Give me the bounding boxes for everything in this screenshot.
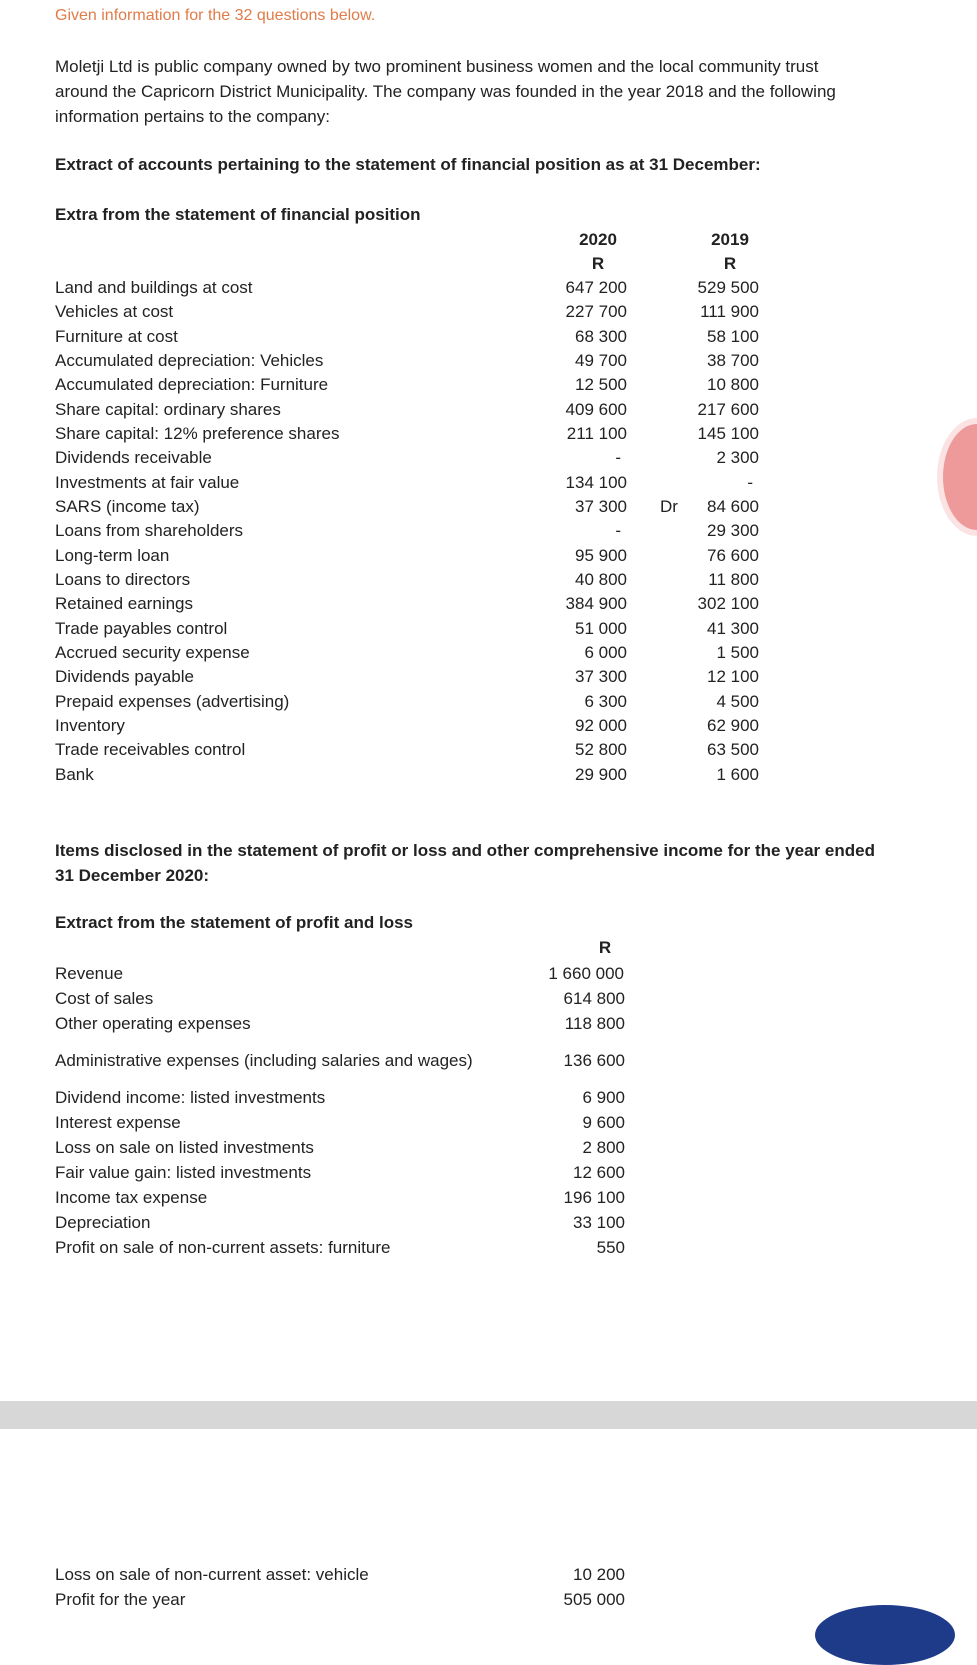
row-label: Loans to directors xyxy=(55,570,191,589)
year-2020-header: 2020 xyxy=(579,230,617,249)
value-2020: 211 100 xyxy=(566,424,627,443)
value-2019: 38 700 xyxy=(707,351,759,370)
currency-2019-header: R xyxy=(723,254,737,273)
row-value: 2 800 xyxy=(582,1138,625,1157)
row-label: Land and buildings at cost xyxy=(55,278,253,297)
row-value: 33 100 xyxy=(573,1213,625,1232)
row-label: Dividends payable xyxy=(55,667,194,686)
row-label: Revenue xyxy=(55,964,124,983)
value-2019: 76 600 xyxy=(707,546,759,565)
row-label: Share capital: 12% preference shares xyxy=(55,424,340,443)
row-value: 136 600 xyxy=(563,1051,625,1070)
value-2020: 134 100 xyxy=(565,473,627,492)
row-label: Income tax expense xyxy=(55,1188,208,1207)
row-value: 10 200 xyxy=(573,1565,625,1584)
value-2019: 1 500 xyxy=(716,643,759,662)
row-label: Prepaid expenses (advertising) xyxy=(55,692,290,711)
row-label: Share capital: ordinary shares xyxy=(55,400,281,419)
value-2020: 227 700 xyxy=(565,302,627,321)
value-2020: 52 800 xyxy=(575,740,627,759)
value-2019: 4 500 xyxy=(716,692,759,711)
currency-2020-header: R xyxy=(591,254,605,273)
value-2019: 302 100 xyxy=(697,594,759,613)
row-value: 6 900 xyxy=(582,1088,625,1107)
value-2020: - xyxy=(615,448,621,467)
sofp-subheading: Extra from the statement of financial position xyxy=(55,205,421,224)
row-label: SARS (income tax) xyxy=(55,497,200,516)
row-label: Dividends receivable xyxy=(55,448,212,467)
debit-marker: Dr xyxy=(660,497,678,516)
row-value: 505 000 xyxy=(563,1590,625,1609)
value-2019: 12 100 xyxy=(707,667,759,686)
row-label: Profit on sale of non-current assets: furniture xyxy=(55,1238,391,1257)
value-2019: 11 800 xyxy=(708,570,759,589)
value-2019: - xyxy=(747,473,753,492)
row-label: Furniture at cost xyxy=(55,327,178,346)
row-label: Long-term loan xyxy=(55,546,170,565)
value-2019: 41 300 xyxy=(707,619,759,638)
pl-heading: Items disclosed in the statement of profit or loss and other comprehensive income for the year ended 31 December 2020: xyxy=(55,841,875,885)
row-value: 614 800 xyxy=(563,989,625,1008)
pl-currency-header: R xyxy=(598,938,612,957)
row-value: 118 800 xyxy=(564,1014,625,1033)
value-2019: 1 600 xyxy=(716,765,759,784)
value-2019: 63 500 xyxy=(707,740,759,759)
year-2019-header: 2019 xyxy=(711,230,749,249)
value-2020: 68 300 xyxy=(575,327,627,346)
floating-badge-icon[interactable] xyxy=(937,418,977,536)
intro-label: Given information for the 32 questions below. xyxy=(55,7,376,24)
value-2019: 217 600 xyxy=(697,400,759,419)
floating-action-button[interactable] xyxy=(815,1605,955,1665)
row-label: Accumulated depreciation: Furniture xyxy=(55,375,329,394)
value-2019: 58 100 xyxy=(707,327,759,346)
row-label: Fair value gain: listed investments xyxy=(55,1163,312,1182)
row-label: Cost of sales xyxy=(55,989,154,1008)
value-2019: 529 500 xyxy=(697,278,759,297)
value-2020: 49 700 xyxy=(575,351,627,370)
row-value: 550 xyxy=(596,1238,625,1257)
row-label: Retained earnings xyxy=(55,594,193,613)
row-value: 196 100 xyxy=(563,1188,625,1207)
row-label: Depreciation xyxy=(55,1213,151,1232)
row-label: Trade payables control xyxy=(55,619,228,638)
value-2020: 37 300 xyxy=(575,497,627,516)
value-2020: 409 600 xyxy=(565,400,627,419)
intro-paragraph: Moletji Ltd is public company owned by two prominent business women and the local community trust around the Capricorn District Municipality. The company was founded in the year 2018 and the following information pertains to the company: xyxy=(55,57,836,126)
value-2020: 12 500 xyxy=(575,375,627,394)
value-2020: 6 300 xyxy=(584,692,627,711)
row-label: Other operating expenses xyxy=(55,1014,251,1033)
sofp-heading: Extract of accounts pertaining to the statement of financial position as at 31 December: xyxy=(55,155,761,174)
value-2020: 95 900 xyxy=(575,546,627,565)
row-label: Accumulated depreciation: Vehicles xyxy=(55,351,324,370)
row-value: 1 660 000 xyxy=(548,964,624,983)
row-value: 12 600 xyxy=(573,1163,625,1182)
pl-subheading: Extract from the statement of profit and loss xyxy=(55,913,413,932)
value-2019: 10 800 xyxy=(707,375,759,394)
row-label: Accrued security expense xyxy=(55,643,250,662)
row-label: Vehicles at cost xyxy=(55,302,174,321)
value-2019: 111 900 xyxy=(700,302,759,321)
row-value: 9 600 xyxy=(582,1113,625,1132)
row-label: Loss on sale on listed investments xyxy=(55,1138,314,1157)
row-label: Loans from shareholders xyxy=(55,521,244,540)
row-label: Trade receivables control xyxy=(55,740,246,759)
row-label: Investments at fair value xyxy=(55,473,240,492)
value-2020: 647 200 xyxy=(565,278,627,297)
value-2020: 6 000 xyxy=(584,643,627,662)
value-2019: 145 100 xyxy=(697,424,759,443)
value-2020: 384 900 xyxy=(565,594,627,613)
value-2019: 62 900 xyxy=(707,716,759,735)
value-2020: 29 900 xyxy=(575,765,627,784)
row-label: Dividend income: listed investments xyxy=(55,1088,326,1107)
row-label: Profit for the year xyxy=(55,1590,186,1609)
value-2020: 92 000 xyxy=(575,716,627,735)
page-divider xyxy=(0,1401,977,1429)
value-2019: 29 300 xyxy=(707,521,759,540)
value-2020: 40 800 xyxy=(575,570,627,589)
value-2019: 84 600 xyxy=(707,497,759,516)
value-2020: - xyxy=(615,521,621,540)
row-label: Bank xyxy=(55,765,94,784)
row-label: Interest expense xyxy=(55,1113,181,1132)
row-label: Administrative expenses (including salaries and wages) xyxy=(55,1051,473,1070)
row-label: Loss on sale of non-current asset: vehicle xyxy=(55,1565,369,1584)
row-label: Inventory xyxy=(55,716,125,735)
value-2019: 2 300 xyxy=(716,448,759,467)
value-2020: 37 300 xyxy=(575,667,627,686)
value-2020: 51 000 xyxy=(575,619,627,638)
